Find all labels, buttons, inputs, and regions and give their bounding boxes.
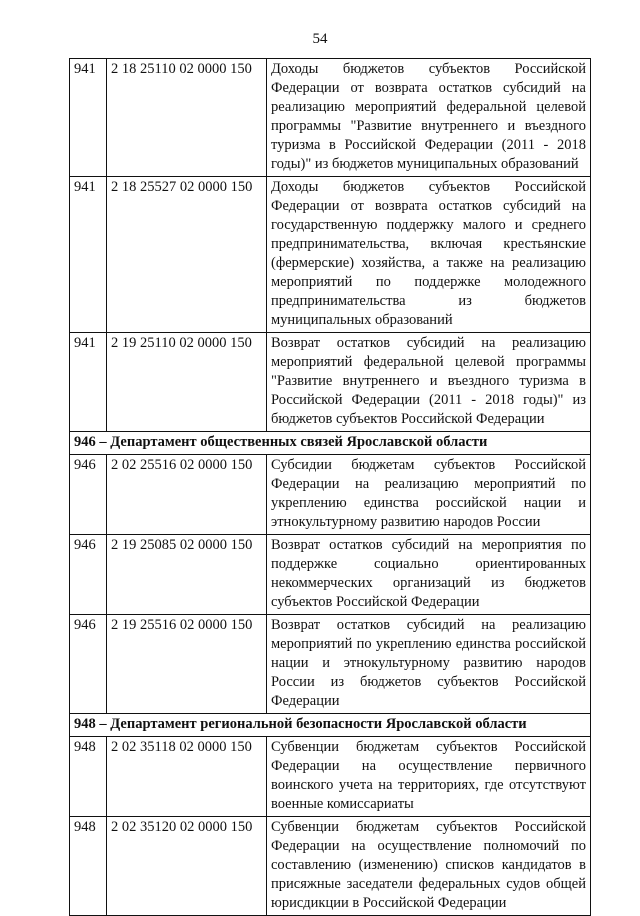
budget-code-cell: 2 18 25110 02 0000 150 — [107, 59, 267, 177]
budget-code-cell: 2 02 25516 02 0000 150 — [107, 455, 267, 535]
budget-code-cell: 2 02 35118 02 0000 150 — [107, 737, 267, 817]
revenue-name-cell: Доходы бюджетов субъектов Российской Федерации от возврата остатков субсидий на реализацию мероприятий федеральной целевой программы "Развитие внутреннего и въездного туризма в Российской Федерации (2011 - 2018 годы)" из бюджетов муниципальных образований — [267, 59, 591, 177]
revenue-name-cell: Возврат остатков субсидий на реализацию мероприятий федеральной целевой программы "Развитие внутреннего и въездного туризма в Российской Федерации (2011 - 2018 годы)" из бюджетов субъектов Российской Федерации — [267, 333, 591, 432]
table-row — [70, 817, 591, 916]
table-row — [70, 59, 591, 177]
revenue-name-cell: Субсидии бюджетам субъектов Российской Федерации на реализацию мероприятий по укреплению единства российской нации и этнокультурному развитию народов России — [267, 455, 591, 535]
revenue-name-cell: Возврат остатков субсидий на реализацию мероприятий по укреплению единства российской нации и этнокультурному развитию народов России из бюджетов субъектов Российской Федерации — [267, 615, 591, 714]
revenue-name-cell: Субвенции бюджетам субъектов Российской Федерации на осуществление полномочий по составлению (изменению) списков кандидатов в присяжные заседатели федеральных судов общей юрисдикции в Российской Федерации — [267, 817, 591, 916]
page-number: 54 — [312, 31, 328, 47]
budget-code-cell: 2 19 25110 02 0000 150 — [107, 333, 267, 432]
section-title: 946 – Департамент общественных связей Ярославской области — [70, 432, 591, 455]
section-row — [70, 714, 591, 737]
admin-code-cell: 941 — [70, 59, 107, 177]
admin-code-cell: 946 — [70, 615, 107, 714]
admin-code-cell: 946 — [70, 535, 107, 615]
budget-code-cell: 2 18 25527 02 0000 150 — [107, 177, 267, 333]
revenue-name-cell: Субвенции бюджетам субъектов Российской Федерации на осуществление первичного воинского учета на территориях, где отсутствуют военные комиссариаты — [267, 737, 591, 817]
budget-codes-table — [69, 58, 591, 916]
admin-code-cell: 941 — [70, 177, 107, 333]
table-row — [70, 177, 591, 333]
budget-code-cell: 2 02 35120 02 0000 150 — [107, 817, 267, 916]
table-row — [70, 737, 591, 817]
table-row — [70, 333, 591, 432]
budget-code-cell: 2 19 25516 02 0000 150 — [107, 615, 267, 714]
admin-code-cell: 948 — [70, 737, 107, 817]
section-title: 948 – Департамент региональной безопасности Ярославской области — [70, 714, 591, 737]
revenue-name-cell: Доходы бюджетов субъектов Российской Федерации от возврата остатков субсидий на государственную поддержку малого и среднего предпринимательства, включая крестьянские (фермерские) хозяйства, а также на реализацию мероприятий по поддержке молодежного предпринимательства из бюджетов муниципальных образований — [267, 177, 591, 333]
admin-code-cell: 941 — [70, 333, 107, 432]
revenue-name-cell: Возврат остатков субсидий на мероприятия по поддержке социально ориентированных некоммерческих организаций из бюджетов субъектов Российской Федерации — [267, 535, 591, 615]
section-row — [70, 432, 591, 455]
table-row — [70, 455, 591, 535]
admin-code-cell: 946 — [70, 455, 107, 535]
table-row — [70, 535, 591, 615]
budget-code-cell: 2 19 25085 02 0000 150 — [107, 535, 267, 615]
admin-code-cell: 948 — [70, 817, 107, 916]
table-row — [70, 615, 591, 714]
